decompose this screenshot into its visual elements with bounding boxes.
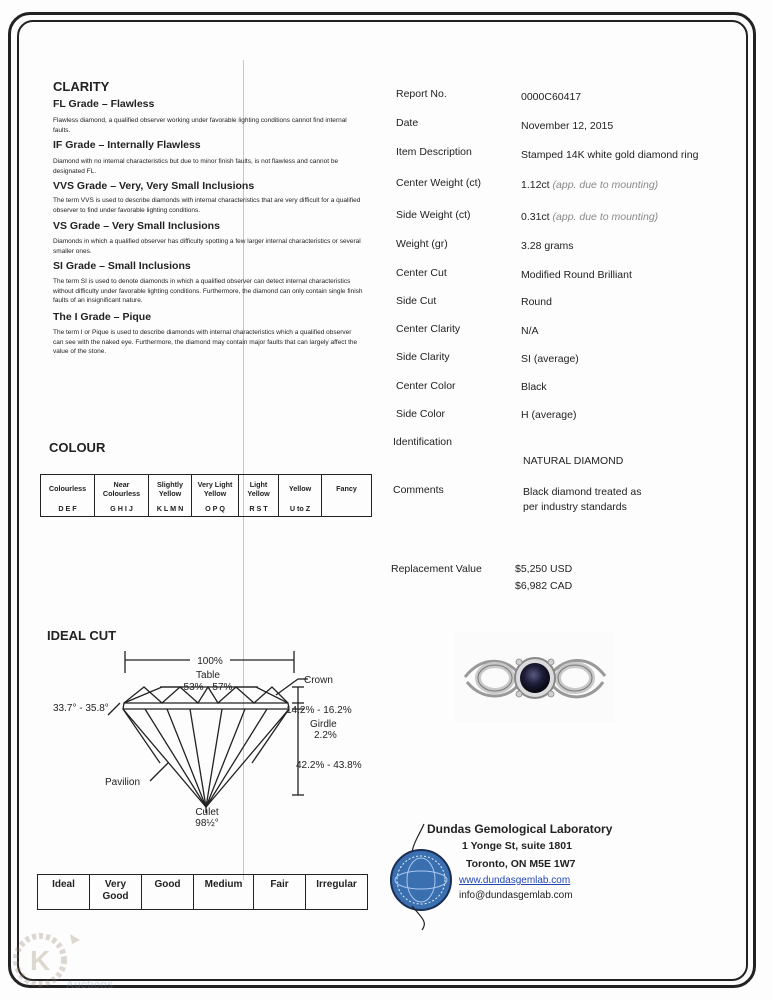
cut-grade-cell: Medium bbox=[194, 875, 254, 910]
clarity-grade-text: The term VVS is used to describe diamonds with internal characteristics that are very difficult for a qualified observer to find under favorable lighting conditions. bbox=[53, 197, 361, 214]
comments-label: Comments bbox=[393, 484, 444, 496]
clarity-grade-text: Diamond with no internal characteristics but due to minor finish faults, is not flawless and cannot be designated FL. bbox=[53, 158, 339, 175]
replacement-value-cad: $6,982 CAD bbox=[515, 580, 573, 592]
clarity-grade-heading: IF Grade – Internally Flawless bbox=[53, 139, 201, 151]
report-label: Date bbox=[396, 117, 419, 129]
clarity-grade-text: The term I or Pique is used to describe diamonds with internal characteristics which a qualified observer can see with the naked eye. Furthermore, the diamond may contain major faults that can largely affect the value of the stone. bbox=[53, 329, 358, 355]
report-value-text: Black bbox=[521, 381, 547, 393]
colour-grade-cell bbox=[279, 475, 322, 517]
report-value bbox=[521, 409, 576, 421]
report-label: Weight (gr) bbox=[396, 238, 448, 250]
ring-photo bbox=[455, 632, 615, 722]
cut-culet-label: Culet bbox=[195, 807, 219, 818]
cut-pavilion-depth: 42.2% - 43.8% bbox=[296, 760, 362, 771]
report-value-text: Round bbox=[521, 296, 552, 308]
colour-grade-letters: O P Q bbox=[205, 504, 225, 513]
report-value bbox=[521, 325, 539, 337]
clarity-grade-heading: FL Grade – Flawless bbox=[53, 98, 155, 110]
colour-title: COLOUR bbox=[49, 440, 106, 455]
clarity-grade-heading: VS Grade – Very Small Inclusions bbox=[53, 220, 220, 232]
report-value bbox=[521, 240, 574, 252]
identification-label: Identification bbox=[393, 436, 452, 448]
report-value bbox=[521, 211, 658, 223]
cut-grade-cell: Fair bbox=[254, 875, 306, 910]
clarity-title: CLARITY bbox=[53, 79, 110, 94]
colour-grade-cell bbox=[322, 475, 372, 517]
report-label: Side Weight (ct) bbox=[396, 209, 471, 221]
lab-name: Dundas Gemological Laboratory bbox=[427, 822, 613, 836]
report-value-text: 3.28 grams bbox=[521, 240, 574, 252]
svg-text:K: K bbox=[30, 945, 51, 976]
report-value-text: Stamped 14K white gold diamond ring bbox=[521, 149, 699, 161]
colour-grade-name: Colourless bbox=[48, 484, 87, 493]
comments-line: per industry standards bbox=[523, 501, 627, 513]
colour-grade-letters: R S T bbox=[249, 504, 268, 513]
cut-grade-cell: Ideal bbox=[38, 875, 90, 910]
report-value bbox=[521, 269, 632, 281]
clarity-grade-text: Flawless diamond, a qualified observer working under favorable lighting conditions cannot find internal faults. bbox=[53, 117, 347, 134]
cut-girdle-label: Girdle bbox=[310, 719, 337, 730]
report-value-note: (app. due to mounting) bbox=[552, 211, 659, 223]
report-value-note: (app. due to mounting) bbox=[552, 179, 659, 191]
cut-pavilion-label: Pavilion bbox=[105, 777, 141, 788]
replacement-value-usd: $5,250 USD bbox=[515, 563, 573, 575]
colour-grade-cell bbox=[41, 475, 95, 517]
auction-watermark-logo bbox=[10, 926, 130, 992]
colour-grade-letters: K L M N bbox=[156, 504, 184, 513]
cut-crown-label: Crown bbox=[304, 675, 333, 686]
report-value-text: SI (average) bbox=[521, 353, 579, 365]
colour-grade-name: Near Colourless bbox=[102, 479, 141, 498]
clarity-grade-heading: SI Grade – Small Inclusions bbox=[53, 260, 191, 272]
colour-grade-cell bbox=[149, 475, 192, 517]
cut-grade-cell: Good bbox=[142, 875, 194, 910]
lab-address-line: 1 Yonge St, suite 1801 bbox=[462, 840, 572, 852]
cut-crown-height: 14.2% - 16.2% bbox=[286, 705, 352, 716]
diamond-proportions-diagram bbox=[40, 645, 380, 835]
colour-grade-name: Light Yellow bbox=[247, 479, 270, 498]
lab-email: info@dundasgemlab.com bbox=[459, 890, 573, 901]
cut-culet-value: 98½° bbox=[195, 818, 219, 829]
report-value bbox=[521, 120, 613, 132]
report-value-text: 0.31ct bbox=[521, 211, 550, 223]
colour-grade-cell bbox=[239, 475, 279, 517]
colour-grade-cell bbox=[95, 475, 149, 517]
lab-address-line: Toronto, ON M5E 1W7 bbox=[466, 858, 576, 870]
report-value bbox=[521, 381, 547, 393]
report-value bbox=[521, 179, 658, 191]
colour-grade-letters: G H I J bbox=[110, 504, 133, 513]
colour-grade-name: Very Light Yellow bbox=[197, 479, 233, 498]
replacement-value-label: Replacement Value bbox=[391, 563, 482, 575]
cut-crown-angle: 33.7° - 35.8° bbox=[53, 703, 109, 714]
report-value bbox=[521, 296, 552, 308]
cut-width-label: 100% bbox=[197, 656, 223, 667]
cut-girdle-value: 2.2% bbox=[314, 730, 337, 741]
colour-grade-letters: D E F bbox=[58, 504, 77, 513]
colour-grade-cell bbox=[192, 475, 239, 517]
report-value-text: N/A bbox=[521, 325, 539, 337]
colour-grade-letters bbox=[322, 502, 371, 516]
colour-grade-letters: U to Z bbox=[289, 504, 311, 513]
cut-grade-table bbox=[37, 874, 368, 910]
report-value bbox=[521, 353, 579, 365]
report-label: Center Clarity bbox=[396, 323, 461, 335]
lab-website-link[interactable]: www.dundasgemlab.com bbox=[459, 875, 571, 886]
cut-grade-cell: Very Good bbox=[90, 875, 142, 910]
report-value-text: 1.12ct bbox=[521, 179, 550, 191]
report-value-text: November 12, 2015 bbox=[521, 120, 614, 132]
report-value-text: H (average) bbox=[521, 409, 577, 421]
identification-value: NATURAL DIAMOND bbox=[523, 455, 624, 467]
colour-grade-name: Slightly Yellow bbox=[157, 479, 183, 498]
cut-table-label: Table bbox=[196, 670, 220, 681]
clarity-grade-heading: VVS Grade – Very, Very Small Inclusions bbox=[53, 180, 255, 192]
hologram-seal-icon bbox=[388, 822, 454, 932]
report-label: Side Cut bbox=[396, 295, 437, 307]
clarity-grade-text: Diamonds in which a qualified observer has difficulty spotting a few larger internal characteristics or several smaller ones. bbox=[53, 238, 361, 255]
report-label: Side Color bbox=[396, 408, 446, 420]
report-label: Center Color bbox=[396, 380, 456, 392]
report-label: Center Weight (ct) bbox=[396, 177, 481, 189]
colour-scale-table bbox=[40, 474, 372, 517]
report-label: Report No. bbox=[396, 88, 447, 100]
cut-grade-cell: Irregular bbox=[306, 875, 368, 910]
colour-grade-name: Fancy bbox=[336, 484, 357, 493]
clarity-grade-heading: The I Grade – Pique bbox=[53, 311, 152, 323]
ideal-cut-title: IDEAL CUT bbox=[47, 628, 117, 643]
report-value bbox=[521, 91, 581, 103]
clarity-grade-text: The term SI is used to denote diamonds in which a qualified observer can detect internal characteristics without difficulty under favorable lighting conditions. Furthermore, the diamond can only contain single finish faults of an insignificant nature. bbox=[53, 278, 363, 304]
report-label: Center Cut bbox=[396, 267, 447, 279]
report-value bbox=[521, 149, 698, 161]
report-value-text: 0000C60417 bbox=[521, 91, 582, 103]
report-label: Side Clarity bbox=[396, 351, 450, 363]
cut-table-range: 53% - 57% bbox=[183, 682, 233, 693]
watermark-text: Auctions bbox=[66, 979, 114, 991]
colour-grade-name: Yellow bbox=[288, 484, 312, 493]
report-label: Item Description bbox=[396, 146, 472, 158]
comments-line: Black diamond treated as bbox=[523, 486, 642, 498]
report-value-text: Modified Round Brilliant bbox=[521, 269, 632, 281]
